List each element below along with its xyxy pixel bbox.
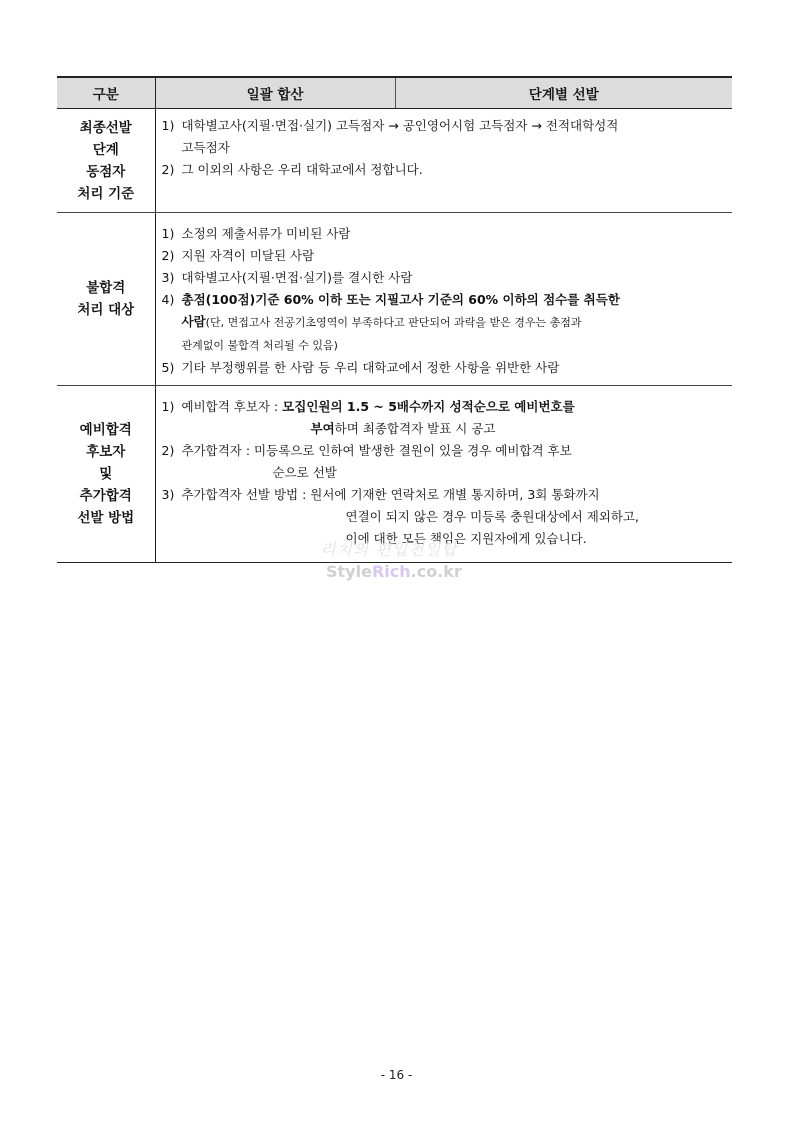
list-item: 3) 추가합격자 선발 방법 : 원서에 기재한 연락처로 개별 통지하며, 3회 통화까지 연결이 되지 않은 경우 미등록 충원대상에서 제외하고, 이에 대한 모든 책임은 지원자에게 있습니다. <box>161 487 639 546</box>
row-category-disqualification: 불합격 처리 대상 <box>57 213 155 386</box>
row-category-waitlist: 예비합격 후보자 및 추가합격 선발 방법 <box>57 386 155 563</box>
list-item: 3) 대학별고사(지필·면접·실기)를 결시한 사람 <box>161 270 413 285</box>
header-category: 구분 <box>57 77 155 109</box>
list-item: 1) 대학별고사(지필·면접·실기) 고득점자 → 공인영어시험 고득점자 → 전적대학성적 고득점자 <box>161 118 619 155</box>
table-row <box>57 109 732 213</box>
header-staged: 단계별 선발 <box>395 77 732 109</box>
list-item: 2) 그 이외의 사항은 우리 대학교에서 정합니다. <box>161 162 423 177</box>
watermark-korean: 리치의 편입천일탑 <box>320 540 458 559</box>
table-header-row <box>57 77 732 109</box>
list-item: 2) 지원 자격이 미달된 사람 <box>161 248 315 263</box>
list-item: 1) 소정의 제출서류가 미비된 사람 <box>161 226 351 241</box>
header-batch: 일괄 합산 <box>155 77 395 109</box>
list-item: 4) 총점(100점)기준 60% 이하 또는 지필고사 기준의 60% 이하의 점수를 취득한 사람(단, 면접고사 전공기초영역이 부족하다고 판단되어 과락을 받은 경우는 총점과 관계없이 불합격 처리될 수 있음) <box>161 292 620 352</box>
page-number: - 16 - <box>380 1068 413 1082</box>
list-item: 2) 추가합격자 : 미등록으로 인하여 발생한 결원이 있을 경우 예비합격 후보 순으로 선발 <box>161 443 572 480</box>
list-item: 1) 예비합격 후보자 : 모집인원의 1.5 ~ 5배수까지 성적순으로 예비번호를 부여하며 최종합격자 발표 시 공고 <box>161 399 575 436</box>
table-row <box>57 386 732 563</box>
row-content-disqualification <box>155 213 732 386</box>
row-category-tiebreak: 최종선발 단계 동점자 처리 기준 <box>57 109 155 213</box>
list-item: 5) 기타 부정행위를 한 사람 등 우리 대학교에서 정한 사항을 위반한 사람 <box>161 360 560 375</box>
admission-criteria-table <box>57 76 732 563</box>
table-row <box>57 213 732 386</box>
row-content-tiebreak <box>155 109 732 213</box>
row-content-waitlist <box>155 386 732 563</box>
document-page <box>57 76 732 563</box>
watermark-site: StyleRich.co.kr <box>326 562 462 581</box>
